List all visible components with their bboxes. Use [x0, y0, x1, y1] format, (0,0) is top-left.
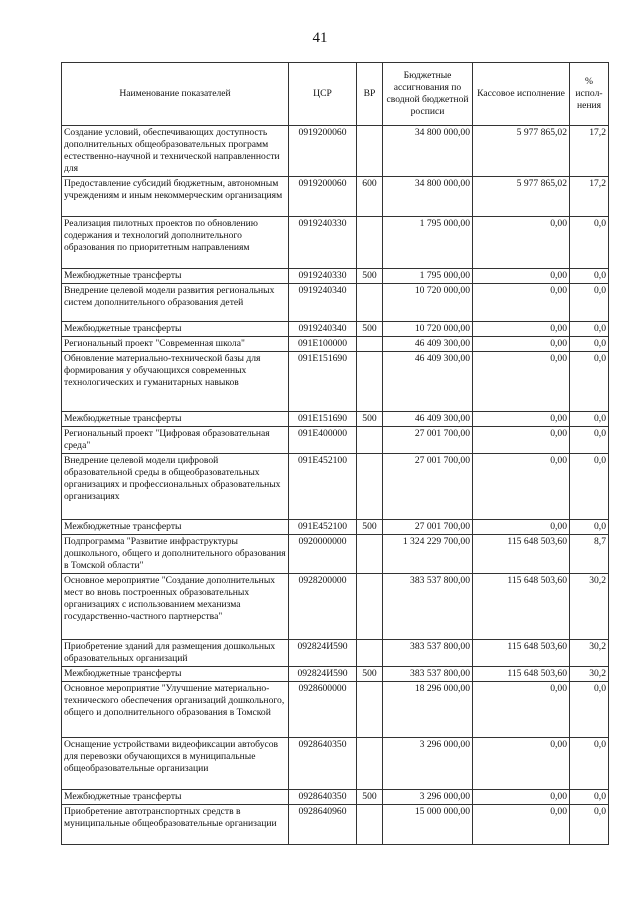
cell-budget: 10 720 000,00	[383, 322, 473, 337]
cell-cash: 0,00	[473, 284, 570, 322]
cell-percent: 30,2	[570, 640, 609, 667]
cell-name: Межбюджетные трансферты	[62, 412, 289, 427]
table-row	[62, 427, 609, 454]
cell-csr: 0919240330	[289, 269, 357, 284]
cell-percent: 0,0	[570, 284, 609, 322]
cell-csr: 0919200060	[289, 177, 357, 217]
cell-budget: 27 001 700,00	[383, 520, 473, 535]
cell-budget: 46 409 300,00	[383, 412, 473, 427]
cell-percent: 0,0	[570, 337, 609, 352]
cell-name: Предоставление субсидий бюджетным, автономным учреждениям и иным некоммерческим организациям	[62, 177, 289, 217]
cell-budget: 383 537 800,00	[383, 667, 473, 682]
cell-percent: 30,2	[570, 667, 609, 682]
cell-vr: 500	[357, 412, 383, 427]
cell-percent: 0,0	[570, 352, 609, 412]
table-row	[62, 535, 609, 574]
cell-cash: 115 648 503,60	[473, 667, 570, 682]
cell-csr: 0928640350	[289, 790, 357, 805]
header-vr: ВР	[357, 63, 383, 126]
table-row	[62, 790, 609, 805]
cell-vr: 500	[357, 790, 383, 805]
cell-budget: 383 537 800,00	[383, 574, 473, 640]
cell-cash: 0,00	[473, 217, 570, 269]
table-row	[62, 352, 609, 412]
cell-budget: 46 409 300,00	[383, 337, 473, 352]
cell-cash: 115 648 503,60	[473, 535, 570, 574]
cell-percent: 0,0	[570, 412, 609, 427]
cell-vr	[357, 805, 383, 845]
cell-csr: 0919240330	[289, 217, 357, 269]
cell-cash: 5 977 865,02	[473, 177, 570, 217]
cell-percent: 0,0	[570, 217, 609, 269]
cell-csr: 0928200000	[289, 574, 357, 640]
cell-budget: 34 800 000,00	[383, 177, 473, 217]
header-name: Наименование показателей	[62, 63, 289, 126]
cell-percent: 8,7	[570, 535, 609, 574]
table-row	[62, 454, 609, 520]
cell-cash: 5 977 865,02	[473, 126, 570, 177]
cell-csr: 091E151690	[289, 352, 357, 412]
cell-vr	[357, 337, 383, 352]
cell-name: Межбюджетные трансферты	[62, 520, 289, 535]
cell-vr	[357, 217, 383, 269]
cell-csr: 091E452100	[289, 520, 357, 535]
cell-name: Межбюджетные трансферты	[62, 667, 289, 682]
cell-budget: 3 296 000,00	[383, 790, 473, 805]
table-row	[62, 177, 609, 217]
cell-vr: 500	[357, 269, 383, 284]
cell-name: Оснащение устройствами видеофиксации автобусов для перевозки обучающихся в муниципальные общеобразовательные организации	[62, 738, 289, 790]
cell-cash: 0,00	[473, 412, 570, 427]
cell-name: Внедрение целевой модели цифровой образовательной среды в общеобразовательных организациях и профессиональных образовательных организациях	[62, 454, 289, 520]
cell-name: Реализация пилотных проектов по обновлению содержания и технологий дополнительного образования по приоритетным направлениям	[62, 217, 289, 269]
cell-csr: 0928640350	[289, 738, 357, 790]
cell-csr: 091E100000	[289, 337, 357, 352]
cell-name: Подпрограмма "Развитие инфраструктуры дошкольного, общего и дополнительного образования в Томской области"	[62, 535, 289, 574]
header-cash: Кассовое исполнение	[473, 63, 570, 126]
cell-budget: 18 296 000,00	[383, 682, 473, 738]
cell-percent: 17,2	[570, 177, 609, 217]
cell-name: Межбюджетные трансферты	[62, 269, 289, 284]
cell-percent: 0,0	[570, 805, 609, 845]
table-row	[62, 284, 609, 322]
cell-budget: 383 537 800,00	[383, 640, 473, 667]
cell-budget: 1 795 000,00	[383, 269, 473, 284]
cell-budget: 34 800 000,00	[383, 126, 473, 177]
table-row	[62, 682, 609, 738]
cell-vr	[357, 535, 383, 574]
cell-budget: 27 001 700,00	[383, 427, 473, 454]
cell-budget: 46 409 300,00	[383, 352, 473, 412]
cell-csr: 0928600000	[289, 682, 357, 738]
cell-cash: 0,00	[473, 352, 570, 412]
cell-percent: 0,0	[570, 427, 609, 454]
cell-cash: 0,00	[473, 682, 570, 738]
cell-name: Внедрение целевой модели развития региональных систем дополнительного образования детей	[62, 284, 289, 322]
cell-cash: 0,00	[473, 427, 570, 454]
table-row	[62, 269, 609, 284]
header-csr: ЦСР	[289, 63, 357, 126]
cell-name: Региональный проект "Современная школа"	[62, 337, 289, 352]
table-row	[62, 640, 609, 667]
cell-name: Основное мероприятие "Улучшение материально-технического обеспечения организаций дошкольного, общего и дополнительного образования в Томской	[62, 682, 289, 738]
cell-vr	[357, 738, 383, 790]
cell-name: Региональный проект "Цифровая образовательная среда"	[62, 427, 289, 454]
table-row	[62, 126, 609, 177]
table-row	[62, 520, 609, 535]
cell-cash: 0,00	[473, 738, 570, 790]
cell-csr: 091E452100	[289, 454, 357, 520]
cell-csr: 0919240340	[289, 284, 357, 322]
cell-budget: 3 296 000,00	[383, 738, 473, 790]
cell-percent: 0,0	[570, 520, 609, 535]
cell-budget: 27 001 700,00	[383, 454, 473, 520]
cell-vr	[357, 126, 383, 177]
cell-vr: 500	[357, 322, 383, 337]
header-percent: % испол-нения	[570, 63, 609, 126]
cell-budget: 15 000 000,00	[383, 805, 473, 845]
cell-percent: 0,0	[570, 454, 609, 520]
cell-cash: 0,00	[473, 454, 570, 520]
table-row	[62, 738, 609, 790]
cell-percent: 0,0	[570, 738, 609, 790]
cell-name: Межбюджетные трансферты	[62, 790, 289, 805]
cell-percent: 17,2	[570, 126, 609, 177]
cell-vr	[357, 574, 383, 640]
cell-percent: 0,0	[570, 269, 609, 284]
cell-csr: 092824И590	[289, 640, 357, 667]
cell-name: Приобретение зданий для размещения дошкольных образовательных организаций	[62, 640, 289, 667]
cell-vr: 500	[357, 667, 383, 682]
cell-budget: 10 720 000,00	[383, 284, 473, 322]
cell-name: Основное мероприятие "Создание дополнительных мест во вновь построенных образовательных организациях с использованием механизма государственно-частного партнерства"	[62, 574, 289, 640]
cell-cash: 0,00	[473, 337, 570, 352]
table-row	[62, 412, 609, 427]
cell-name: Создание условий, обеспечивающих доступность дополнительных общеобразовательных программ естественно-научной и технической направленности для	[62, 126, 289, 177]
table-row	[62, 574, 609, 640]
cell-vr	[357, 427, 383, 454]
cell-csr: 091E400000	[289, 427, 357, 454]
cell-name: Межбюджетные трансферты	[62, 322, 289, 337]
cell-csr: 0919200060	[289, 126, 357, 177]
cell-name: Обновление материально-технической базы для формирования у обучающихся современных технологических и гуманитарных навыков	[62, 352, 289, 412]
table-row	[62, 337, 609, 352]
cell-vr	[357, 454, 383, 520]
cell-csr: 092824И590	[289, 667, 357, 682]
cell-cash: 115 648 503,60	[473, 574, 570, 640]
cell-vr	[357, 682, 383, 738]
table-row	[62, 667, 609, 682]
cell-cash: 115 648 503,60	[473, 640, 570, 667]
page-number: 41	[312, 30, 328, 46]
table-row	[62, 322, 609, 337]
cell-csr: 091E151690	[289, 412, 357, 427]
table-header-row	[62, 63, 609, 126]
cell-percent: 0,0	[570, 682, 609, 738]
cell-vr	[357, 640, 383, 667]
cell-vr: 500	[357, 520, 383, 535]
cell-csr: 0928640960	[289, 805, 357, 845]
cell-cash: 0,00	[473, 790, 570, 805]
cell-cash: 0,00	[473, 520, 570, 535]
cell-cash: 0,00	[473, 322, 570, 337]
table-row	[62, 805, 609, 845]
cell-percent: 30,2	[570, 574, 609, 640]
table-row	[62, 217, 609, 269]
cell-csr: 0919240340	[289, 322, 357, 337]
cell-percent: 0,0	[570, 790, 609, 805]
cell-cash: 0,00	[473, 805, 570, 845]
cell-cash: 0,00	[473, 269, 570, 284]
cell-vr	[357, 284, 383, 322]
cell-name: Приобретение автотранспортных средств в муниципальные общеобразовательные организации	[62, 805, 289, 845]
header-budget: Бюджетные ассигнования по сводной бюджетной росписи	[383, 63, 473, 126]
cell-budget: 1 324 229 700,00	[383, 535, 473, 574]
budget-table	[61, 62, 609, 845]
cell-vr: 600	[357, 177, 383, 217]
cell-csr: 0920000000	[289, 535, 357, 574]
cell-budget: 1 795 000,00	[383, 217, 473, 269]
cell-vr	[357, 352, 383, 412]
cell-percent: 0,0	[570, 322, 609, 337]
